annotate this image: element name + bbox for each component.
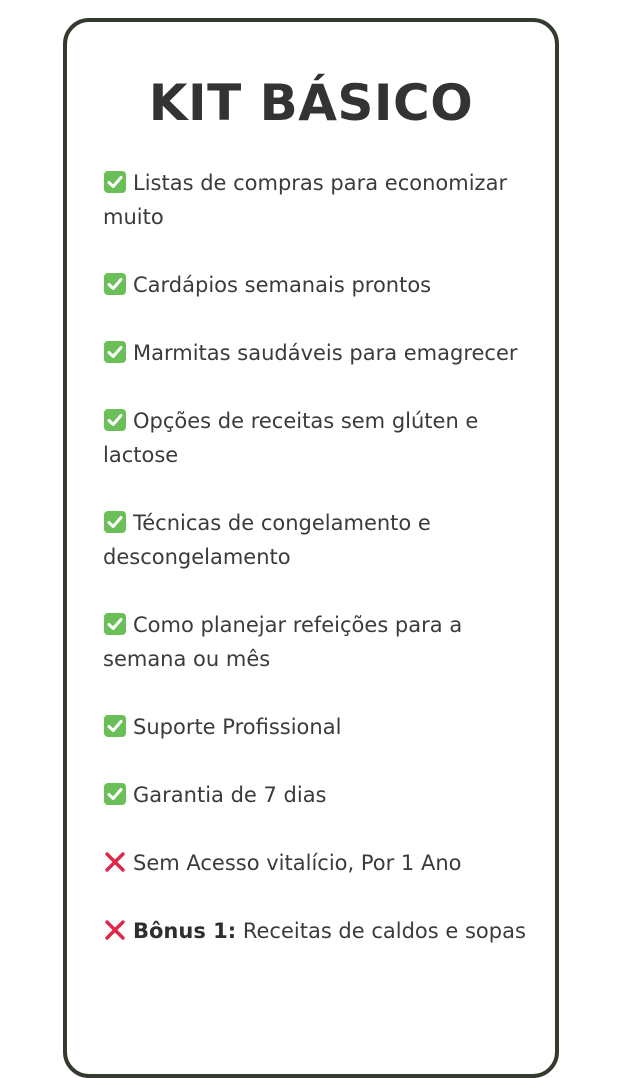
bonus-label: Bônus 1: [133, 919, 237, 943]
check-icon [103, 170, 127, 194]
check-icon [103, 272, 127, 296]
feature-text: Garantia de 7 dias [133, 783, 327, 807]
feature-list [103, 166, 543, 982]
check-icon [103, 510, 127, 534]
feature-text: Marmitas saudáveis para emagrecer [133, 341, 518, 365]
cross-icon [103, 850, 127, 874]
feature-item [103, 404, 543, 472]
check-icon [103, 340, 127, 364]
check-icon [103, 782, 127, 806]
feature-item [103, 506, 543, 574]
feature-item [103, 268, 543, 302]
feature-text: Sem Acesso vitalício, Por 1 Ano [133, 851, 462, 875]
feature-text: Técnicas de congelamento e descongelamento [103, 511, 431, 569]
check-icon [103, 714, 127, 738]
check-icon [103, 408, 127, 432]
check-icon [103, 612, 127, 636]
cross-icon [103, 918, 127, 942]
feature-item [103, 710, 543, 744]
kit-basico-card [63, 18, 559, 1078]
feature-item [103, 846, 543, 880]
feature-text: Cardápios semanais prontos [133, 273, 432, 297]
feature-item [103, 608, 543, 676]
feature-text: Como planejar refeições para a semana ou mês [103, 613, 463, 671]
feature-text: Listas de compras para economizar muito [103, 171, 508, 229]
feature-item [103, 166, 543, 234]
feature-item [103, 336, 543, 370]
feature-item [103, 914, 543, 948]
feature-text: Suporte Profissional [133, 715, 342, 739]
feature-text: Opções de receitas sem glúten e lactose [103, 409, 479, 467]
card-title: KIT BÁSICO [148, 74, 474, 132]
feature-text: Receitas de caldos e sopas [242, 919, 526, 943]
feature-item [103, 778, 543, 812]
